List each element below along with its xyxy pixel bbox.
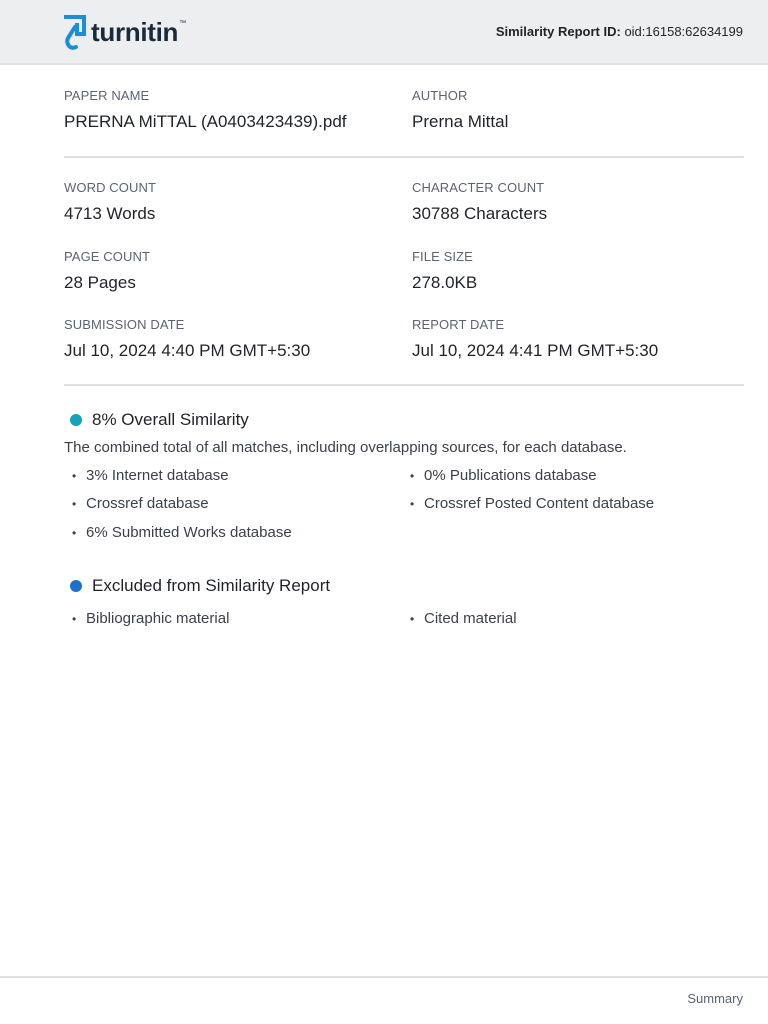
logo-trademark: ™ xyxy=(179,20,187,27)
report-id-label: Similarity Report ID: xyxy=(495,24,621,39)
submission-date-label: SUBMISSION DATE xyxy=(64,317,185,332)
report-header xyxy=(0,0,768,65)
bullet-icon: • xyxy=(72,496,77,511)
database-item-label: 6% Submitted Works database xyxy=(86,524,292,541)
excluded-dot-icon xyxy=(70,580,82,592)
author-label: AUTHOR xyxy=(412,88,468,103)
paper-name-label: PAPER NAME xyxy=(64,88,150,103)
excluded-title: Excluded from Similarity Report xyxy=(92,576,331,595)
bullet-icon: • xyxy=(72,611,77,626)
report-date-label: REPORT DATE xyxy=(412,317,505,332)
meta-divider-bottom xyxy=(64,384,744,386)
turnitin-logo xyxy=(63,14,186,50)
database-item-label: 0% Publications database xyxy=(424,467,597,484)
database-item-label: 3% Internet database xyxy=(86,467,229,484)
paper-name-value: PRERNA MiTTAL (A0403423439).pdf xyxy=(64,112,347,131)
excluded-item xyxy=(72,610,229,627)
footer-summary-label: Summary xyxy=(687,991,743,1006)
file-size-label: FILE SIZE xyxy=(412,249,473,264)
similarity-report-id xyxy=(496,24,743,39)
database-item xyxy=(410,495,654,512)
character-count-value: 30788 Characters xyxy=(412,204,548,223)
bullet-icon: • xyxy=(410,468,415,483)
meta-divider-top xyxy=(64,156,744,158)
database-item xyxy=(72,524,292,541)
bullet-icon: • xyxy=(72,525,77,540)
overall-similarity-heading xyxy=(70,410,249,430)
similarity-description: The combined total of all matches, including overlapping sources, for each database. xyxy=(64,439,627,456)
page-count-value: 28 Pages xyxy=(64,273,136,292)
excluded-item-label: Bibliographic material xyxy=(86,610,230,627)
bullet-icon: • xyxy=(410,496,415,511)
database-item xyxy=(72,495,209,512)
excluded-heading xyxy=(70,576,330,596)
excluded-item-label: Cited material xyxy=(424,610,517,627)
word-count-value: 4713 Words xyxy=(64,204,156,223)
database-item xyxy=(72,467,229,484)
bullet-icon: • xyxy=(72,468,77,483)
author-value: Prerna Mittal xyxy=(412,112,509,131)
page-count-label: PAGE COUNT xyxy=(64,249,150,264)
submission-date-value: Jul 10, 2024 4:40 PM GMT+5:30 xyxy=(64,341,311,360)
similarity-dot-icon xyxy=(70,414,82,426)
report-id-value: oid:16158:62634199 xyxy=(624,24,743,39)
file-size-value: 278.0KB xyxy=(412,273,478,292)
bullet-icon: • xyxy=(410,611,415,626)
overall-similarity-title: 8% Overall Similarity xyxy=(92,410,249,429)
character-count-label: CHARACTER COUNT xyxy=(412,180,545,195)
report-date-value: Jul 10, 2024 4:41 PM GMT+5:30 xyxy=(412,341,659,360)
footer-divider xyxy=(0,976,768,978)
database-item-label: Crossref database xyxy=(86,495,209,512)
turnitin-logo-icon xyxy=(63,14,87,50)
word-count-label: WORD COUNT xyxy=(64,180,156,195)
logo-wordmark: turnitin xyxy=(91,16,179,47)
excluded-item xyxy=(410,610,517,627)
database-item xyxy=(410,467,597,484)
database-item-label: Crossref Posted Content database xyxy=(424,495,655,512)
